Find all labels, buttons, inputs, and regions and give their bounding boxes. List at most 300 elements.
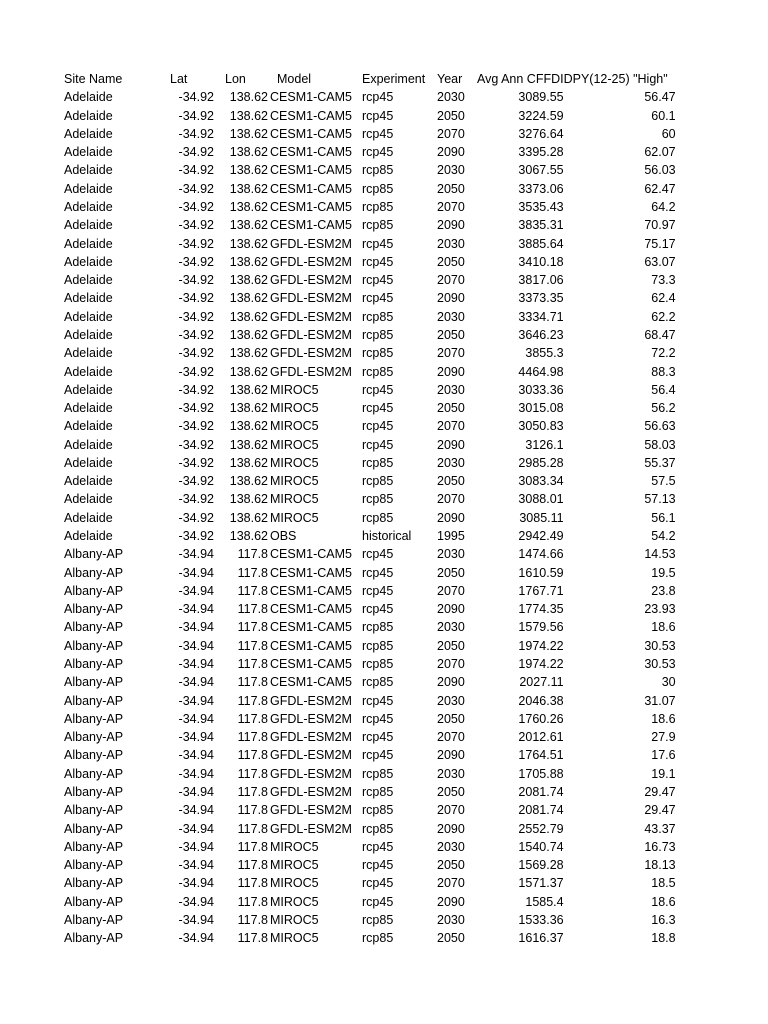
cell-site-name: Adelaide [64, 327, 113, 342]
cell-experiment: rcp85 [362, 912, 394, 927]
cell-avg-ann-cffdi: 2046.38 [518, 693, 564, 708]
cell-dpy-high: 57.5 [651, 474, 676, 489]
cell-year: 2050 [437, 638, 465, 653]
cell-lat: -34.94 [178, 565, 214, 580]
cell-lat: -34.94 [178, 839, 214, 854]
cell-model: GFDL-ESM2M [270, 327, 352, 342]
table-row [64, 107, 676, 125]
cell-lat: -34.94 [178, 821, 214, 836]
table-row [64, 436, 676, 454]
cell-dpy-high: 23.8 [651, 583, 676, 598]
cell-lat: -34.94 [178, 620, 214, 635]
table-row [64, 783, 676, 801]
cell-experiment: rcp45 [362, 693, 394, 708]
cell-experiment: rcp45 [362, 401, 394, 416]
cell-model: GFDL-ESM2M [270, 766, 352, 781]
cell-model: GFDL-ESM2M [270, 364, 352, 379]
cell-dpy-high: 18.8 [651, 931, 676, 946]
cell-experiment: rcp45 [362, 748, 394, 763]
cell-lon: 138.62 [229, 90, 268, 105]
cell-lon: 138.62 [229, 455, 268, 470]
cell-model: MIROC5 [270, 437, 319, 452]
cell-model: GFDL-ESM2M [270, 784, 352, 799]
cell-model: CESM1-CAM5 [270, 199, 352, 214]
cell-dpy-high: 16.73 [644, 839, 676, 854]
cell-site-name: Adelaide [64, 309, 113, 324]
cell-site-name: Adelaide [64, 273, 113, 288]
cell-lon: 138.62 [229, 254, 268, 269]
table-row [64, 874, 676, 892]
cell-lat: -34.92 [178, 309, 214, 324]
cell-lon: 117.8 [237, 565, 268, 580]
cell-lon: 138.62 [229, 510, 268, 525]
cell-model: CESM1-CAM5 [270, 126, 352, 141]
cell-site-name: Albany-AP [64, 675, 124, 690]
cell-year: 2050 [437, 565, 465, 580]
cell-lat: -34.92 [178, 437, 214, 452]
cell-dpy-high: 56.4 [651, 382, 676, 397]
cell-lat: -34.94 [178, 547, 214, 562]
cell-model: GFDL-ESM2M [270, 346, 352, 361]
cell-dpy-high: 19.5 [651, 565, 676, 580]
cell-experiment: rcp45 [362, 437, 394, 452]
cell-model: MIROC5 [270, 474, 319, 489]
cell-experiment: rcp45 [362, 876, 394, 891]
cell-year: 2030 [437, 90, 465, 105]
cell-site-name: Adelaide [64, 382, 113, 397]
cell-site-name: Albany-AP [64, 894, 124, 909]
cell-year: 2050 [437, 474, 465, 489]
cell-avg-ann-cffdi: 3126.1 [525, 437, 564, 452]
cell-year: 2050 [437, 254, 465, 269]
cell-experiment: rcp45 [362, 419, 394, 434]
cell-experiment: rcp85 [362, 821, 394, 836]
cell-model: CESM1-CAM5 [270, 602, 352, 617]
column-header-lat: Lat [170, 72, 188, 86]
cell-lat: -34.94 [178, 657, 214, 671]
table-row [64, 710, 676, 728]
cell-lat: -34.94 [178, 784, 214, 799]
cell-site-name: Adelaide [64, 346, 113, 361]
cell-lon: 138.62 [229, 145, 268, 160]
cell-model: CESM1-CAM5 [270, 565, 352, 580]
cell-site-name: Albany-AP [64, 602, 124, 617]
cell-dpy-high: 23.93 [644, 602, 676, 617]
cell-dpy-high: 54.2 [651, 529, 676, 544]
cell-lat: -34.92 [178, 181, 214, 196]
column-header-experiment: Experiment [362, 72, 426, 86]
cell-site-name: Albany-AP [64, 711, 124, 726]
cell-avg-ann-cffdi: 1540.74 [518, 839, 564, 854]
cell-year: 2090 [437, 748, 465, 763]
cell-avg-ann-cffdi: 2012.61 [518, 730, 564, 745]
cell-experiment: rcp45 [362, 858, 394, 873]
cell-avg-ann-cffdi: 2027.11 [519, 675, 564, 690]
cell-experiment: rcp45 [362, 547, 394, 562]
cell-lat: -34.92 [178, 382, 214, 397]
table-row [64, 216, 676, 234]
cell-experiment: rcp45 [362, 583, 394, 598]
cell-dpy-high: 16.3 [651, 912, 676, 927]
cell-avg-ann-cffdi: 1569.28 [518, 858, 564, 873]
cell-model: GFDL-ESM2M [270, 711, 352, 726]
table-row [64, 911, 676, 929]
cell-avg-ann-cffdi: 3373.35 [518, 291, 564, 306]
cell-dpy-high: 56.63 [644, 419, 676, 434]
cell-site-name: Adelaide [64, 145, 113, 160]
cell-model: MIROC5 [270, 876, 319, 891]
cell-site-name: Albany-AP [64, 766, 124, 781]
cell-experiment: rcp85 [362, 181, 394, 196]
cell-lon: 138.62 [229, 327, 268, 342]
cell-avg-ann-cffdi: 3395.28 [518, 145, 564, 160]
cell-site-name: Adelaide [64, 437, 113, 452]
cell-model: CESM1-CAM5 [270, 181, 352, 196]
cell-model: CESM1-CAM5 [270, 583, 352, 598]
cell-lat: -34.94 [178, 638, 214, 653]
cell-year: 2070 [437, 273, 465, 288]
cell-year: 2070 [437, 583, 465, 598]
table-row [64, 692, 676, 710]
cell-year: 1995 [437, 529, 465, 544]
cell-avg-ann-cffdi: 1760.26 [518, 711, 564, 726]
cell-lon: 138.62 [229, 382, 268, 397]
cell-dpy-high: 14.53 [644, 547, 676, 562]
cell-dpy-high: 88.3 [651, 364, 676, 379]
cell-year: 2090 [437, 437, 465, 452]
table-row [64, 746, 676, 764]
cell-model: MIROC5 [270, 382, 319, 397]
cell-experiment: rcp85 [362, 346, 394, 361]
cell-lat: -34.92 [178, 510, 214, 525]
cell-year: 2050 [437, 711, 465, 726]
cell-model: GFDL-ESM2M [270, 273, 352, 288]
cell-site-name: Albany-AP [64, 565, 124, 580]
cell-lon: 138.62 [229, 309, 268, 324]
cell-lon: 138.62 [229, 291, 268, 306]
cell-avg-ann-cffdi: 3334.71 [518, 309, 564, 324]
cell-avg-ann-cffdi: 3373.06 [518, 181, 564, 196]
cell-site-name: Albany-AP [64, 730, 124, 745]
cell-experiment: rcp45 [362, 565, 394, 580]
cell-lon: 138.62 [229, 236, 268, 251]
cell-avg-ann-cffdi: 2985.28 [518, 455, 564, 470]
table-row [64, 673, 676, 691]
cell-lat: -34.94 [178, 675, 214, 690]
cell-avg-ann-cffdi: 3276.64 [518, 126, 564, 141]
cell-lon: 138.62 [229, 492, 268, 507]
cell-year: 2030 [437, 547, 465, 562]
cell-lat: -34.94 [178, 602, 214, 617]
cell-model: CESM1-CAM5 [270, 90, 352, 105]
cell-lat: -34.92 [178, 108, 214, 123]
column-header-site-name: Site Name [64, 72, 123, 86]
cell-dpy-high: 43.37 [644, 821, 676, 836]
cell-avg-ann-cffdi: 2081.74 [518, 803, 564, 818]
table-row [64, 253, 676, 271]
cell-site-name: Adelaide [64, 510, 113, 525]
cell-model: GFDL-ESM2M [270, 693, 352, 708]
cell-lon: 138.62 [229, 419, 268, 434]
column-header-avg-ann-cffdi: Avg Ann CFFDI [477, 72, 564, 86]
cell-experiment: rcp45 [362, 602, 394, 617]
cell-experiment: rcp85 [362, 657, 394, 671]
cell-dpy-high: 18.6 [651, 894, 676, 909]
cell-dpy-high: 62.07 [644, 145, 676, 160]
cell-model: GFDL-ESM2M [270, 803, 352, 818]
cell-year: 2070 [437, 730, 465, 745]
cell-experiment: rcp85 [362, 364, 394, 379]
cell-avg-ann-cffdi: 3088.01 [518, 492, 564, 507]
cell-lon: 117.8 [237, 620, 268, 635]
cell-site-name: Adelaide [64, 108, 113, 123]
cell-dpy-high: 63.07 [644, 254, 676, 269]
cell-year: 2090 [437, 510, 465, 525]
table-row [64, 929, 676, 947]
cell-model: CESM1-CAM5 [270, 163, 352, 178]
cell-experiment: rcp85 [362, 199, 394, 214]
table-row [64, 417, 676, 435]
cell-model: MIROC5 [270, 455, 319, 470]
cell-avg-ann-cffdi: 3855.3 [525, 346, 564, 361]
cell-year: 2050 [437, 931, 465, 946]
cell-lon: 117.8 [237, 748, 268, 763]
cell-lon: 117.8 [237, 931, 268, 946]
cell-experiment: rcp45 [362, 236, 394, 251]
cell-dpy-high: 18.6 [651, 620, 676, 635]
cell-experiment: rcp45 [362, 145, 394, 160]
table-row [64, 600, 676, 618]
cell-avg-ann-cffdi: 3835.31 [518, 218, 564, 233]
cell-year: 2050 [437, 181, 465, 196]
cell-lon: 138.62 [229, 474, 268, 489]
cell-model: CESM1-CAM5 [270, 547, 352, 562]
cell-site-name: Albany-AP [64, 784, 124, 799]
cell-site-name: Adelaide [64, 492, 113, 507]
column-header-lon: Lon [225, 72, 246, 86]
cell-site-name: Adelaide [64, 291, 113, 306]
cell-avg-ann-cffdi: 1774.35 [518, 602, 564, 617]
cell-site-name: Albany-AP [64, 547, 124, 562]
cell-lon: 138.62 [229, 364, 268, 379]
cell-dpy-high: 56.2 [651, 401, 676, 416]
cell-dpy-high: 18.6 [651, 711, 676, 726]
cell-model: GFDL-ESM2M [270, 821, 352, 836]
cell-lat: -34.94 [178, 766, 214, 781]
cell-lon: 117.8 [237, 912, 268, 927]
cell-lat: -34.92 [178, 529, 214, 544]
cell-lat: -34.92 [178, 364, 214, 379]
cell-dpy-high: 56.47 [644, 90, 676, 105]
cell-lon: 117.8 [237, 638, 268, 653]
cell-dpy-high: 56.1 [651, 510, 676, 525]
cell-avg-ann-cffdi: 1571.37 [518, 876, 564, 891]
cell-avg-ann-cffdi: 1616.37 [518, 931, 564, 946]
cell-lon: 117.8 [237, 675, 268, 690]
cell-avg-ann-cffdi: 1585.4 [525, 894, 564, 909]
cell-model: CESM1-CAM5 [270, 145, 352, 160]
cell-site-name: Albany-AP [64, 858, 124, 873]
cell-dpy-high: 62.2 [651, 309, 676, 324]
cell-lon: 138.62 [229, 163, 268, 178]
cell-year: 2090 [437, 602, 465, 617]
cell-site-name: Albany-AP [64, 821, 124, 836]
cell-experiment: rcp85 [362, 620, 394, 635]
cell-year: 2030 [437, 163, 465, 178]
cell-dpy-high: 64.2 [651, 199, 676, 214]
cell-site-name: Adelaide [64, 218, 113, 233]
cell-lon: 138.62 [229, 437, 268, 452]
cell-lat: -34.92 [178, 218, 214, 233]
cell-dpy-high: 62.4 [651, 291, 676, 306]
cell-site-name: Albany-AP [64, 638, 124, 653]
cell-site-name: Adelaide [64, 90, 113, 105]
table-row [64, 289, 676, 307]
cell-avg-ann-cffdi: 1974.22 [518, 657, 564, 671]
cell-year: 2030 [437, 620, 465, 635]
cell-experiment: rcp85 [362, 638, 394, 653]
cell-model: CESM1-CAM5 [270, 218, 352, 233]
cell-lat: -34.94 [178, 748, 214, 763]
cell-lon: 117.8 [237, 821, 268, 836]
cell-model: MIROC5 [270, 510, 319, 525]
cell-site-name: Adelaide [64, 364, 113, 379]
cell-lat: -34.94 [178, 876, 214, 891]
cell-avg-ann-cffdi: 3015.08 [518, 401, 564, 416]
cell-year: 2070 [437, 492, 465, 507]
cell-lon: 117.8 [237, 547, 268, 562]
table-row [64, 527, 676, 545]
cell-dpy-high: 18.13 [644, 858, 676, 873]
cell-lon: 117.8 [237, 839, 268, 854]
cell-year: 2090 [437, 364, 465, 379]
cell-site-name: Adelaide [64, 474, 113, 489]
cell-dpy-high: 58.03 [644, 437, 676, 452]
cell-lon: 117.8 [237, 602, 268, 617]
cell-experiment: rcp45 [362, 382, 394, 397]
cell-model: GFDL-ESM2M [270, 254, 352, 269]
cell-experiment: rcp85 [362, 766, 394, 781]
cell-year: 2030 [437, 236, 465, 251]
cell-model: GFDL-ESM2M [270, 748, 352, 763]
cell-dpy-high: 68.47 [644, 327, 676, 342]
cell-model: CESM1-CAM5 [270, 638, 352, 653]
cell-site-name: Albany-AP [64, 931, 124, 946]
cell-avg-ann-cffdi: 3085.11 [519, 510, 564, 525]
cell-lon: 117.8 [237, 766, 268, 781]
cell-lon: 138.62 [229, 401, 268, 416]
cell-model: GFDL-ESM2M [270, 236, 352, 251]
cell-site-name: Albany-AP [64, 657, 124, 671]
cell-lon: 117.8 [237, 803, 268, 818]
cell-experiment: rcp85 [362, 218, 394, 233]
table-row [64, 801, 676, 819]
cell-model: CESM1-CAM5 [270, 675, 352, 690]
cell-dpy-high: 29.47 [644, 784, 676, 799]
cell-avg-ann-cffdi: 1764.51 [518, 748, 564, 763]
cell-dpy-high: 18.5 [651, 876, 676, 891]
cell-site-name: Albany-AP [64, 748, 124, 763]
table-row [64, 143, 676, 161]
cell-lat: -34.92 [178, 145, 214, 160]
cell-year: 2070 [437, 657, 465, 671]
cell-dpy-high: 56.03 [644, 163, 676, 178]
cell-model: OBS [270, 529, 297, 544]
header-row [64, 70, 676, 88]
cell-year: 2090 [437, 675, 465, 690]
cell-avg-ann-cffdi: 1705.88 [518, 766, 564, 781]
cell-lon: 117.8 [237, 711, 268, 726]
cell-dpy-high: 70.97 [644, 218, 676, 233]
table-row [64, 363, 676, 381]
cell-lon: 117.8 [237, 858, 268, 873]
cell-experiment: rcp45 [362, 126, 394, 141]
cell-site-name: Adelaide [64, 236, 113, 251]
cell-model: MIROC5 [270, 401, 319, 416]
cell-lat: -34.94 [178, 894, 214, 909]
cell-avg-ann-cffdi: 3224.59 [518, 108, 564, 123]
cell-experiment: rcp85 [362, 931, 394, 946]
cell-avg-ann-cffdi: 1974.22 [518, 638, 564, 653]
cell-model: MIROC5 [270, 839, 319, 854]
cell-avg-ann-cffdi: 3083.34 [518, 474, 564, 489]
cell-lat: -34.94 [178, 912, 214, 927]
cell-site-name: Adelaide [64, 126, 113, 141]
cell-model: CESM1-CAM5 [270, 657, 352, 671]
table-row [64, 856, 676, 874]
table-row [64, 820, 676, 838]
cell-dpy-high: 30.53 [644, 638, 676, 653]
table-row [64, 271, 676, 289]
cell-model: GFDL-ESM2M [270, 291, 352, 306]
cell-experiment: rcp85 [362, 474, 394, 489]
cell-experiment: rcp45 [362, 254, 394, 269]
cell-model: GFDL-ESM2M [270, 309, 352, 324]
cell-lon: 117.8 [237, 730, 268, 745]
cell-experiment: rcp85 [362, 492, 394, 507]
cell-experiment: historical [362, 529, 412, 544]
table-row [64, 344, 676, 362]
cell-model: MIROC5 [270, 931, 319, 946]
cell-model: MIROC5 [270, 894, 319, 909]
column-header-dpy-high: DPY(12-25) "High" [563, 72, 668, 86]
cell-experiment: rcp85 [362, 327, 394, 342]
cell-dpy-high: 30.53 [644, 657, 676, 671]
cell-year: 2050 [437, 784, 465, 799]
cell-experiment: rcp85 [362, 784, 394, 799]
cell-lon: 138.62 [229, 529, 268, 544]
cell-year: 2090 [437, 218, 465, 233]
table-row [64, 308, 676, 326]
table-row [64, 161, 676, 179]
cell-dpy-high: 60 [661, 126, 676, 141]
cell-dpy-high: 27.9 [651, 730, 676, 745]
cell-site-name: Adelaide [64, 163, 113, 178]
cell-year: 2030 [437, 766, 465, 781]
cell-model: GFDL-ESM2M [270, 730, 352, 745]
cell-avg-ann-cffdi: 2942.49 [518, 529, 564, 544]
table-row [64, 490, 676, 508]
cell-experiment: rcp45 [362, 90, 394, 105]
cell-dpy-high: 62.47 [644, 181, 676, 196]
cell-site-name: Albany-AP [64, 583, 124, 598]
cell-lat: -34.92 [178, 401, 214, 416]
cell-lon: 117.8 [237, 876, 268, 891]
cell-avg-ann-cffdi: 3050.83 [518, 419, 564, 434]
table-row [64, 637, 676, 655]
table-row [64, 180, 676, 198]
table-row [64, 582, 676, 600]
